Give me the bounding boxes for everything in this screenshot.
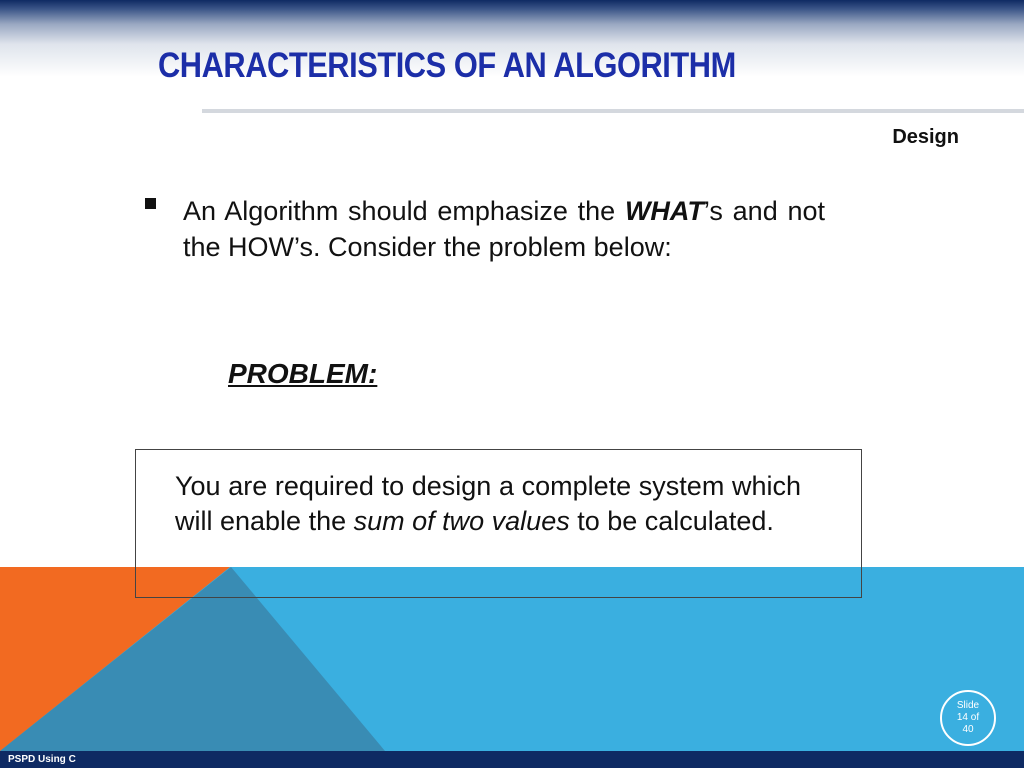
bullet-point bbox=[145, 193, 825, 265]
footer-course-label: PSPD Using C bbox=[8, 754, 76, 765]
slide-counter-badge bbox=[940, 690, 996, 746]
problem-statement bbox=[175, 469, 801, 539]
square-bullet-icon bbox=[145, 198, 156, 209]
slide-counter-line3: 40 bbox=[962, 724, 974, 735]
section-label: Design bbox=[892, 126, 959, 148]
bullet-text bbox=[183, 193, 825, 265]
title-divider bbox=[202, 109, 1024, 113]
slide-counter-line2: 14 of bbox=[956, 712, 980, 723]
bullet-emphasis: WHAT bbox=[624, 196, 704, 226]
bullet-text-start: An Algorithm should emphasize the bbox=[183, 196, 625, 226]
problem-text-start: You are required to design a complete system which will enable the bbox=[175, 471, 801, 536]
bullet-text-end: ’s and not the HOW’s. Consider the problem below: bbox=[183, 196, 825, 262]
problem-emphasis: sum of two values bbox=[353, 506, 570, 536]
slide-counter-line1: Slide bbox=[956, 700, 980, 711]
footer-bar bbox=[0, 751, 1024, 768]
slide-title: CHARACTERISTICS OF AN ALGORITHM bbox=[158, 46, 736, 85]
problem-text-end: to be calculated. bbox=[569, 506, 774, 536]
problem-heading: PROBLEM: bbox=[228, 358, 378, 389]
